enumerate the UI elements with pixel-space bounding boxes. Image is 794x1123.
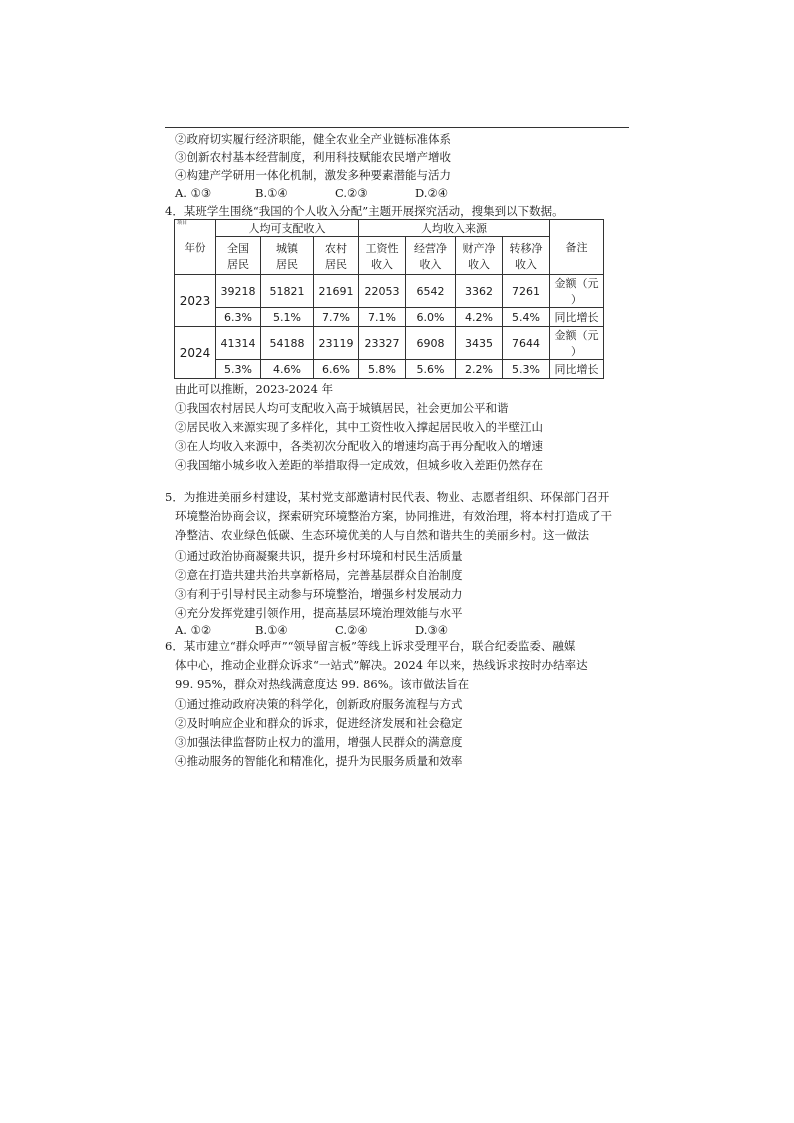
corner-year-label: 年份	[184, 241, 206, 254]
q3-option-c[interactable]: C.②③	[335, 186, 368, 200]
q6-item-3: ③加强法律监督防止权力的滥用，增强人民群众的满意度	[175, 735, 463, 749]
table-cell: 5.8%	[359, 360, 406, 379]
col-header-rural: 农村 居民	[314, 237, 359, 275]
q4-stem: 4．某班学生围绕“我国的个人收入分配”主题开展探究活动，搜集到以下数据。	[165, 204, 564, 218]
col-header-wage: 工资性 收入	[359, 237, 406, 275]
q5-item-1: ①通过政治协商凝聚共识，提升乡村环境和村民生活质量	[175, 549, 463, 563]
table-cell: 22053	[359, 275, 406, 308]
note-cell: 同比增长	[550, 308, 604, 327]
table-row	[175, 275, 604, 308]
q5-stem-line-2: 环境整治协商会议，探索研究环境整治方案，协同推进，有效治理，将本村打造成了干	[175, 509, 612, 523]
year-cell: 2023	[175, 275, 216, 327]
table-cell: 7644	[503, 327, 550, 360]
q3-item-3: ③创新农村基本经营制度，利用科技赋能农民增产增收	[175, 150, 451, 164]
q6-stem-line-1: 6．某市建立“群众呼声”“领导留言板”等线上诉求受理平台，联合纪委监委、融媒	[165, 639, 576, 653]
table-cell: 6542	[406, 275, 456, 308]
income-table	[174, 219, 604, 379]
q4-item-3: ③在人均收入来源中，各类初次分配收入的增速均高于再分配收入的增速	[175, 439, 543, 453]
table-cell: 6.6%	[314, 360, 359, 379]
table-cell: 4.6%	[261, 360, 314, 379]
q6-item-1: ①通过推动政府决策的科学化，创新政府服务流程与方式	[175, 697, 463, 711]
table-cell: 6.3%	[216, 308, 261, 327]
table-cell: 7261	[503, 275, 550, 308]
q4-item-4: ④我国缩小城乡收入差距的举措取得一定成效，但城乡收入差距仍然存在	[175, 458, 543, 472]
col-header-urban: 城镇 居民	[261, 237, 314, 275]
q5-item-4: ④充分发挥党建引领作用，提高基层环境治理效能与水平	[175, 606, 463, 620]
note-cell: 同比增长	[550, 360, 604, 379]
col-header-property: 财产净 收入	[456, 237, 503, 275]
table-cell: 23119	[314, 327, 359, 360]
table-cell: 5.3%	[503, 360, 550, 379]
note-cell: 金额（元 ）	[550, 327, 604, 360]
q3-options	[175, 185, 495, 201]
q3-item-4: ④构建产学研用一体化机制，激发多种要素潜能与活力	[175, 168, 451, 182]
table-cell: 5.4%	[503, 308, 550, 327]
table-cell: 7.1%	[359, 308, 406, 327]
table-corner-cell	[175, 220, 216, 275]
q3-item-2: ②政府切实履行经济职能，健全农业全产业链标准体系	[175, 132, 451, 146]
table-cell: 3435	[456, 327, 503, 360]
col-header-national: 全国 居民	[216, 237, 261, 275]
table-cell: 2.2%	[456, 360, 503, 379]
table-cell: 3362	[456, 275, 503, 308]
table-cell: 51821	[261, 275, 314, 308]
q3-option-a[interactable]: A. ①③	[175, 186, 212, 200]
q4-item-1: ①我国农村居民人均可支配收入高于城镇居民，社会更加公平和谐	[175, 401, 509, 415]
col-header-business: 经营净 收入	[406, 237, 456, 275]
table-cell: 54188	[261, 327, 314, 360]
q5-option-a[interactable]: A. ①②	[175, 623, 212, 637]
q4-lead: 由此可以推断，2023-2024 年	[175, 382, 334, 396]
q5-stem-line-1: 5．为推进美丽乡村建设，某村党支部邀请村民代表、物业、志愿者组织、环保部门召开	[165, 490, 610, 504]
table-cell: 5.6%	[406, 360, 456, 379]
q5-option-c[interactable]: C.②④	[335, 623, 368, 637]
q5-option-d[interactable]: D.③④	[415, 623, 449, 637]
note-cell: 金额（元 ）	[550, 275, 604, 308]
table-row	[175, 327, 604, 360]
q6-stem-line-2: 体中心，推动企业群众诉求“一站式”解决。2024 年以来，热线诉求按时办结率达	[175, 658, 588, 672]
q5-stem-line-3: 净整洁、农业绿色低碳、生态环境优美的人与自然和谐共生的美丽乡村。这一做法	[175, 528, 589, 542]
table-cell: 39218	[216, 275, 261, 308]
table-cell: 5.3%	[216, 360, 261, 379]
q4-item-2: ②居民收入来源实现了多样化，其中工资性收入撑起居民收入的半壁江山	[175, 420, 543, 434]
table-cell: 23327	[359, 327, 406, 360]
q6-item-2: ②及时响应企业和群众的诉求，促进经济发展和社会稳定	[175, 716, 463, 730]
q5-options	[175, 622, 495, 638]
q3-option-d[interactable]: D.②④	[415, 186, 449, 200]
corner-tiny-label: 项目	[177, 220, 188, 226]
q5-item-2: ②意在打造共建共治共享新格局，完善基层群众自治制度	[175, 568, 463, 582]
table-cell: 21691	[314, 275, 359, 308]
table-cell: 5.1%	[261, 308, 314, 327]
q5-item-3: ③有利于引导村民主动参与环境整治，增强乡村发展动力	[175, 587, 463, 601]
table-cell: 6.0%	[406, 308, 456, 327]
year-cell: 2024	[175, 327, 216, 379]
table-cell: 41314	[216, 327, 261, 360]
q5-option-b[interactable]: B.①④	[255, 623, 288, 637]
q6-stem-line-3: 99. 95%，群众对热线满意度达 99. 86%。该市做法旨在	[175, 677, 470, 691]
q6-item-4: ④推动服务的智能化和精准化，提升为民服务质量和效率	[175, 754, 463, 768]
table-cell: 4.2%	[456, 308, 503, 327]
col-header-transfer: 转移净 收入	[503, 237, 550, 275]
header-rule	[165, 127, 629, 128]
table-row	[175, 308, 604, 327]
q3-option-b[interactable]: B.①④	[255, 186, 288, 200]
note-header: 备注	[550, 220, 604, 275]
group-header-disposable: 人均可支配收入	[216, 220, 359, 237]
table-cell: 7.7%	[314, 308, 359, 327]
table-row	[175, 360, 604, 379]
table-cell: 6908	[406, 327, 456, 360]
group-header-sources: 人均收入来源	[359, 220, 550, 237]
